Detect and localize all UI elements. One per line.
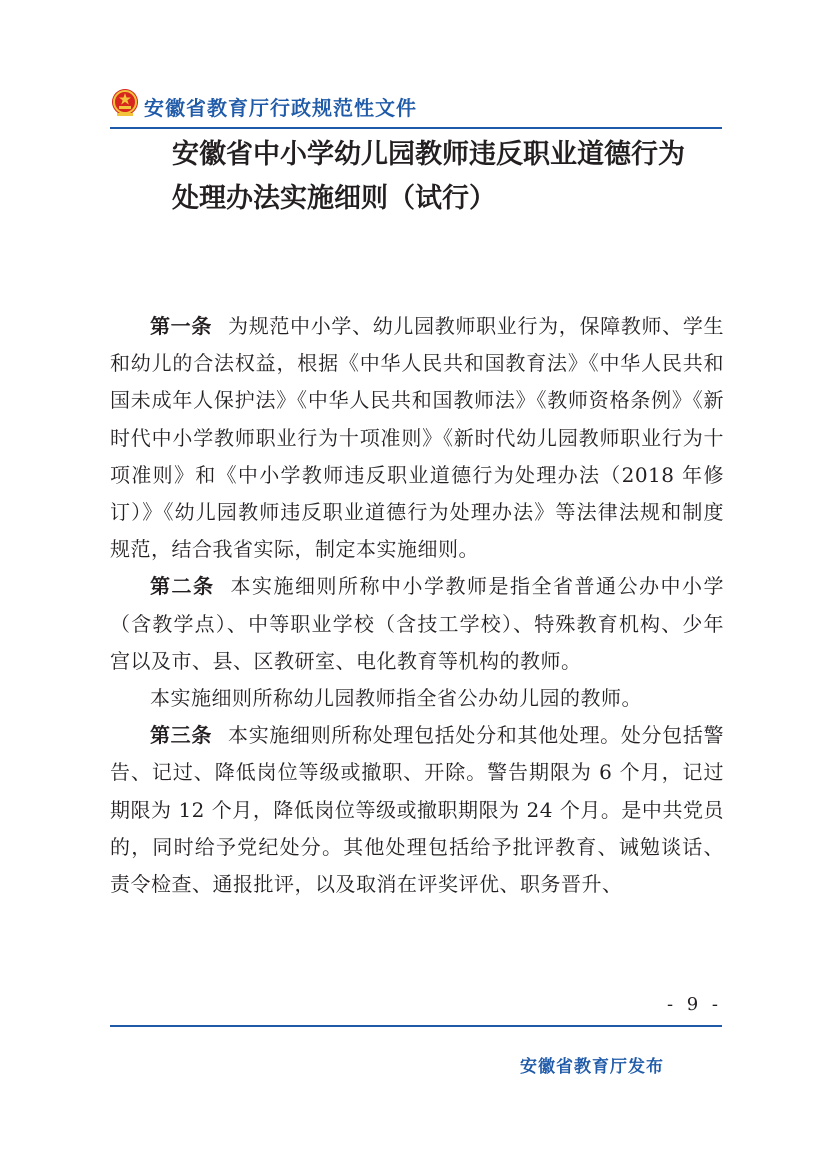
article-1 xyxy=(110,308,724,568)
article-3-text: 本实施细则所称处理包括处分和其他处理。处分包括警告、记过、降低岗位等级或撤职、开除。警告期限为 6 个月，记过期限为 12 个月，降低岗位等级或撤职期限为 24 个月。是中共党员的，同时给予党纪处分。其他处理包括给予批评教育、诫勉谈话、责令检查、通报批评，以及取消在评奖评优、职务晋升、 xyxy=(110,723,725,897)
title-line-1: 安徽省中小学幼儿园教师违反职业道德行为 xyxy=(172,139,685,170)
article-1-text: 为规范中小学、幼儿园教师职业行为，保障教师、学生和幼儿的合法权益，根据《中华人民共和国教育法》《中华人民共和国未成年人保护法》《中华人民共和国教师法》《教师资格条例》《新时代中小学教师职业行为十项准则》《新时代幼儿园教师职业行为十项准则》和《中小学教师违反职业道德行为处理办法（2018 年修订）》《幼儿园教师违反职业道德行为处理办法》等法律法规和制度规范，结合我省实际，制定本实施细则。 xyxy=(110,314,725,562)
document-body xyxy=(110,308,724,903)
article-3 xyxy=(110,717,724,903)
document-header xyxy=(110,86,722,126)
footer-publisher: 安徽省教育厅发布 xyxy=(520,1057,664,1077)
article-1-label: 第一条 xyxy=(150,314,213,338)
title-line-2: 处理办法实施细则（试行） xyxy=(172,183,496,214)
article-2-text: 本实施细则所称中小学教师是指全省普通公办中小学（含教学点）、中等职业学校（含技工学校）、特殊教育机构、少年宫以及市、县、区教研室、电化教育等机构的教师。 xyxy=(110,574,724,673)
article-2-label: 第二条 xyxy=(150,574,215,599)
footer-divider xyxy=(110,1025,722,1027)
article-2-paragraph-2: 本实施细则所称幼儿园教师指全省公办幼儿园的教师。 xyxy=(150,686,642,711)
header-title: 安徽省教育厅行政规范性文件 xyxy=(144,96,417,120)
header-divider xyxy=(110,127,722,129)
page-number: - 9 - xyxy=(666,994,722,1015)
article-2 xyxy=(110,568,724,680)
document-title xyxy=(110,136,730,218)
article-3-label: 第三条 xyxy=(150,723,213,748)
national-emblem-icon xyxy=(110,88,140,118)
